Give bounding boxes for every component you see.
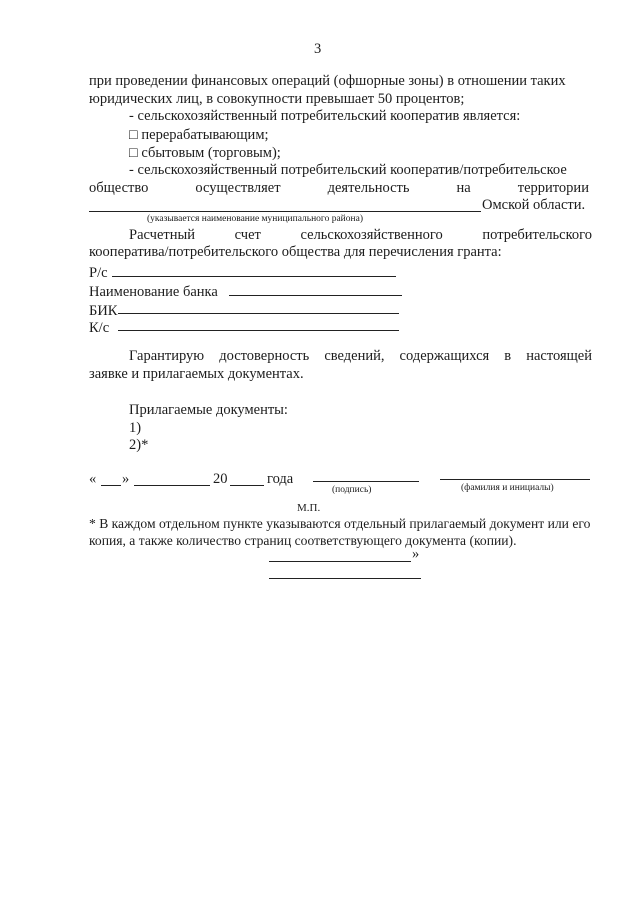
day-fill-line [101,485,121,486]
year-prefix: 20 [213,471,228,487]
page-number: 3 [314,41,322,57]
bik-fill-line [118,313,399,314]
attachment-item: 2)* [129,437,149,453]
paragraph-line: кооператива/потребительского общества для перечисления гранта: [89,244,502,260]
word: деятельность [327,180,410,196]
field-label-ks: К/с [89,320,110,336]
paragraph-line: при проведении финансовых операций (офшорные зоны) в отношении таких [89,73,566,89]
signature-hint: (подпись) [332,485,372,495]
word: достоверность [219,348,310,364]
paragraph-line: юридических лиц, в совокупности превышает 50 процентов; [89,91,465,107]
date-quote-close: » [122,471,130,487]
paragraph-line-justified [89,179,589,197]
footnote-line: * В каждом отдельном пункте указываются отдельный прилагаемый документ или его [89,516,591,531]
checkbox-option-sales: □ сбытовым (торговым); [129,145,281,161]
word: содержащихся [399,348,490,364]
word: потребительского [482,227,592,243]
paragraph-line: - сельскохозяйственный потребительский кооператив/потребительское [129,162,567,178]
word: счет [234,227,261,243]
word: в [504,348,512,364]
month-fill-line [134,485,210,486]
word: на [456,180,471,196]
year-suffix: года [267,471,294,487]
district-fill-line [89,211,481,212]
region-suffix: Омской области. [482,197,586,213]
word: Гарантирую [129,348,205,364]
date-quote-open: « [89,471,97,487]
attachments-title: Прилагаемые документы: [129,402,288,418]
name-fill-line [440,479,590,480]
rs-fill-line [112,276,396,277]
word: настоящей [526,348,592,364]
signature-fill-line [313,481,419,482]
paragraph-line: заявке и прилагаемых документах. [89,366,304,382]
year-fill-line [230,485,264,486]
attachment-item: 1) [129,420,142,436]
field-label-bank: Наименование банка [89,284,218,300]
word: сведений, [324,348,385,364]
word: Расчетный [129,227,195,243]
checkbox-option-processing: □ перерабатывающим; [129,127,269,143]
ks-fill-line [118,330,399,331]
name-hint: (фамилия и инициалы) [461,483,554,493]
field-label-bik: БИК [89,303,118,319]
stamp-place: М.П. [297,502,321,514]
word: территории [517,180,589,196]
word: общество [89,180,149,196]
district-hint: (указывается наименование муниципального района) [147,214,363,224]
paragraph-line-justified [129,226,592,244]
footnote-line: копия, а также количество страниц соответствующего документа (копии). [89,533,517,548]
word: осуществляет [195,180,281,196]
bank-fill-line [229,295,402,296]
field-label-rs: Р/с [89,265,108,281]
word: сельскохозяйственного [300,227,443,243]
end-fill-line [269,561,411,562]
end-quote: » [412,546,420,562]
paragraph-line-justified [129,347,592,365]
paragraph-line: - сельскохозяйственный потребительский кооператив является: [129,108,521,124]
end-fill-line [269,578,421,579]
